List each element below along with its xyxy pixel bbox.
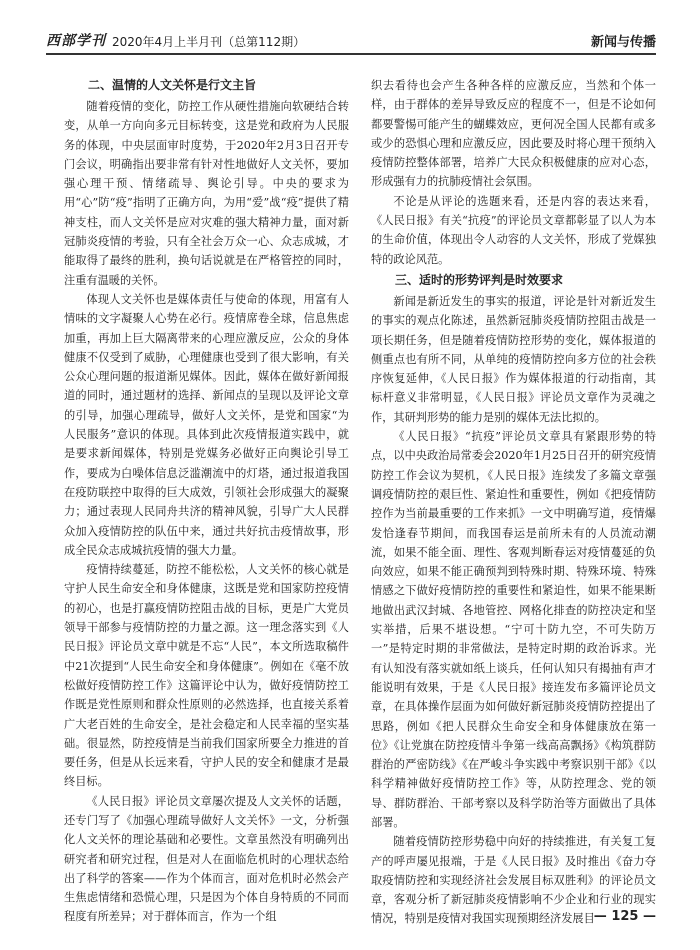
left-column xyxy=(64,76,349,924)
paragraph: 织去看待也会产生各种各样的应激反应，当然和个体一样，由于群体的差异导致反应的程度不一，但是不论如何都要警惕可能产生的蝴蝶效应，更何况全国人民都有或多或少的恐惧心理和应激反应，因此要及时将心理干预纳入疫情防控整体部署，培养广大民众积极健康的应对心态，形成强有力的抗肺疫情社会氛围。 xyxy=(371,79,656,189)
section-heading-2: 二、温情的人文关怀是行文主旨 xyxy=(88,78,257,92)
paragraph: 《人民日报》评论员文章屡次提及人文关怀的话题，还专门写了《加强心理疏导做好人文关怀》一文，分析强化人文关怀的理论基础和必要性。文章虽然没有明确列出研究者和研究过程，但是对人在面临危机时的心理状态给出了科学的答案——作为个体而言，面对危机时必然会产生焦虑情绪和恐慌心理，只是因为个体自身特质的不同而程度有所差异；对于群体而言，作为一个组 xyxy=(64,794,349,924)
paragraph: 疫情持续蔓延，防控不能松松，人文关怀的核心就是守护人民生命安全和身体健康，这既是党和国家防控疫情的初心，也是打赢疫情防控阻击战的目标，更是广大党员领导干部参与疫情防控的力量之源。这一理念落实到《人民日报》评论员文章中就是不忘“人民”，本文所选取稿件中21次提到“人民生命安全和身体健康”。例如在《毫不放松做好疫情防控工作》这篇评论中认为，做好疫情防控工作既是党性原则和群众性原则的必然选择，也直接关系着广大老百姓的生命安全，是社会稳定和人民幸福的坚实基础。很显然，防控疫情是当前我们国家所要全力推进的首要任务，但是从长远来看，守护人民的安全和健康才是最终目标。 xyxy=(64,563,349,789)
page-number: — 125 — xyxy=(593,909,656,924)
section-title: 新闻与传播 xyxy=(590,35,656,50)
paragraph: 新闻是新近发生的事实的报道，评论是针对新近发生的事实的观点化陈述，虽然新冠肺炎疫情防控阻击战是一项长期任务，但是随着疫情防控形势的变化，媒体报道的侧重点也有所不同，从单纯的疫情防控向多方位的社会秩序恢复延伸，《人民日报》作为媒体报道的行动指南，其标杆意义非常明显，《人民日报》评论员文章作为灵魂之作，其研判形势的能力是别的媒体无法比拟的。 xyxy=(371,294,656,424)
paragraph: 随着疫情防控形势稳中向好的持续推进，有关复工复产的呼声屡见报端，于是《人民日报》及时推出《奋力夺取疫情防控和实现经济社会发展目标双胜利》的评论员文章，客观分析了新冠肺炎疫情影响不少企业和行业的现实情况，特别是疫情对我国实现预期经济发展目 xyxy=(371,835,656,926)
header-left xyxy=(46,30,305,50)
paragraph: 不论是从评论的选题来看，还是内容的表达来看，《人民日报》有关“抗疫”的评论员文章都彰显了以人为本的生命价值，体现出令人动容的人文关怀，形成了党媒独特的政论风范。 xyxy=(371,194,656,266)
paragraph: 《人民日报》“抗疫”评论员文章具有紧跟形势的特点，以中央政治局常委会2020年1月25日召开的研究疫情防控工作会议为契机，《人民日报》连续发了多篇文章强调疫情防控的艰巨性、紧迫性和重要性，例如《把疫情防控作为当前最重要的工作来抓》一文中明确写道，疫情爆发恰逢春节期间，而我国春运是前所未有的人员流动潮流，如果不能全面、理性、客观判断春运对疫情蔓延的负向效应，如果不能正确预判到特殊时期、特殊环境、特殊情感之下做好疫情防控的重要性和紧迫性，如果不能果断地做出武汉封城、各地管控、网格化排查的防控决定和坚实举措，后果不堪设想。“宁可十防九空，不可失防万一”是特定时期的非常做法，是特定时期的政治诉求。光有认知没有落实就如纸上谈兵，任何认知只有揭抽有声才能说明有效果，于是《人民日报》接连发布多篇评论员文章，在具体操作层面为如何做好新冠肺炎疫情防控提出了思路，例如《把人民群众生命安全和身体健康放在第一位》《让党旗在防控疫情斗争第一线高高飘扬》《构筑群防群治的严密防线》《在严峻斗争实践中考察识别干部》《以科学精神做好疫情防控工作》等，从防控理念、党的领导、群防群治、干部考察以及科学防治等方面做出了具体部署。 xyxy=(371,430,656,829)
journal-logo: 西部学刊 xyxy=(46,33,106,49)
running-header xyxy=(46,28,656,55)
paragraph: 体现人文关怀也是媒体责任与使命的体现，用富有人情味的文字凝聚人心势在必行。疫情席卷全球，信息焦虑加重，再加上巨大隔离带来的心理应激反应，公众的身体健康不仅受到了威胁，心理健康也受到了很大影响，有关公众心理问题的报道渐见媒体。因此，媒体在做好新闻报道的同时，通过题材的选择、新闻点的呈现以及评论文章的引导，加强心理疏导，做好人文关怀，是党和国家“为人民服务”意识的体现。具体到此次疫情报道实践中，就是要求新闻媒体，特别是党媒务必做好正向舆论引导工作，要成为白噪体信息泛滥潮流中的灯塔，通过报道我国在疫防联控中取得的巨大成效，引领社会形成强大的凝聚力；通过表现人民同舟共济的精神风貌，引导广大人民群众加入疫情防控的队伍中来，通过共好抗击疫情故事，形成全民众志成城抗疫情的强大力量。 xyxy=(64,292,349,557)
paragraph: 随着疫情的变化，防控工作从硬性措施向软硬结合转变，从单一方向向多元目标转变，这是党和政府为人民服务的体现，中央层面审时度势，于2020年2月3日召开专门会议，明确指出要非常有针对性地做好人文关怀，要加强心理干预、情绪疏导、舆论引导。中央的要求为用“心”防“疫”指明了正确方向，为用“爱”战“疫”提供了精神支柱，而人文关怀是应对灾难的强大精神力量，面对新冠肺炎疫情的考验，只有全社会万众一心、众志成城，才能取得了最终的胜利，换句话说就是在严格管控的同时，注重有温暖的关怀。 xyxy=(64,100,349,287)
section-heading-3: 三、适时的形势评判是时效要求 xyxy=(395,272,564,287)
issue-info: 2020年4月上半月刊（总第112期） xyxy=(112,35,306,49)
